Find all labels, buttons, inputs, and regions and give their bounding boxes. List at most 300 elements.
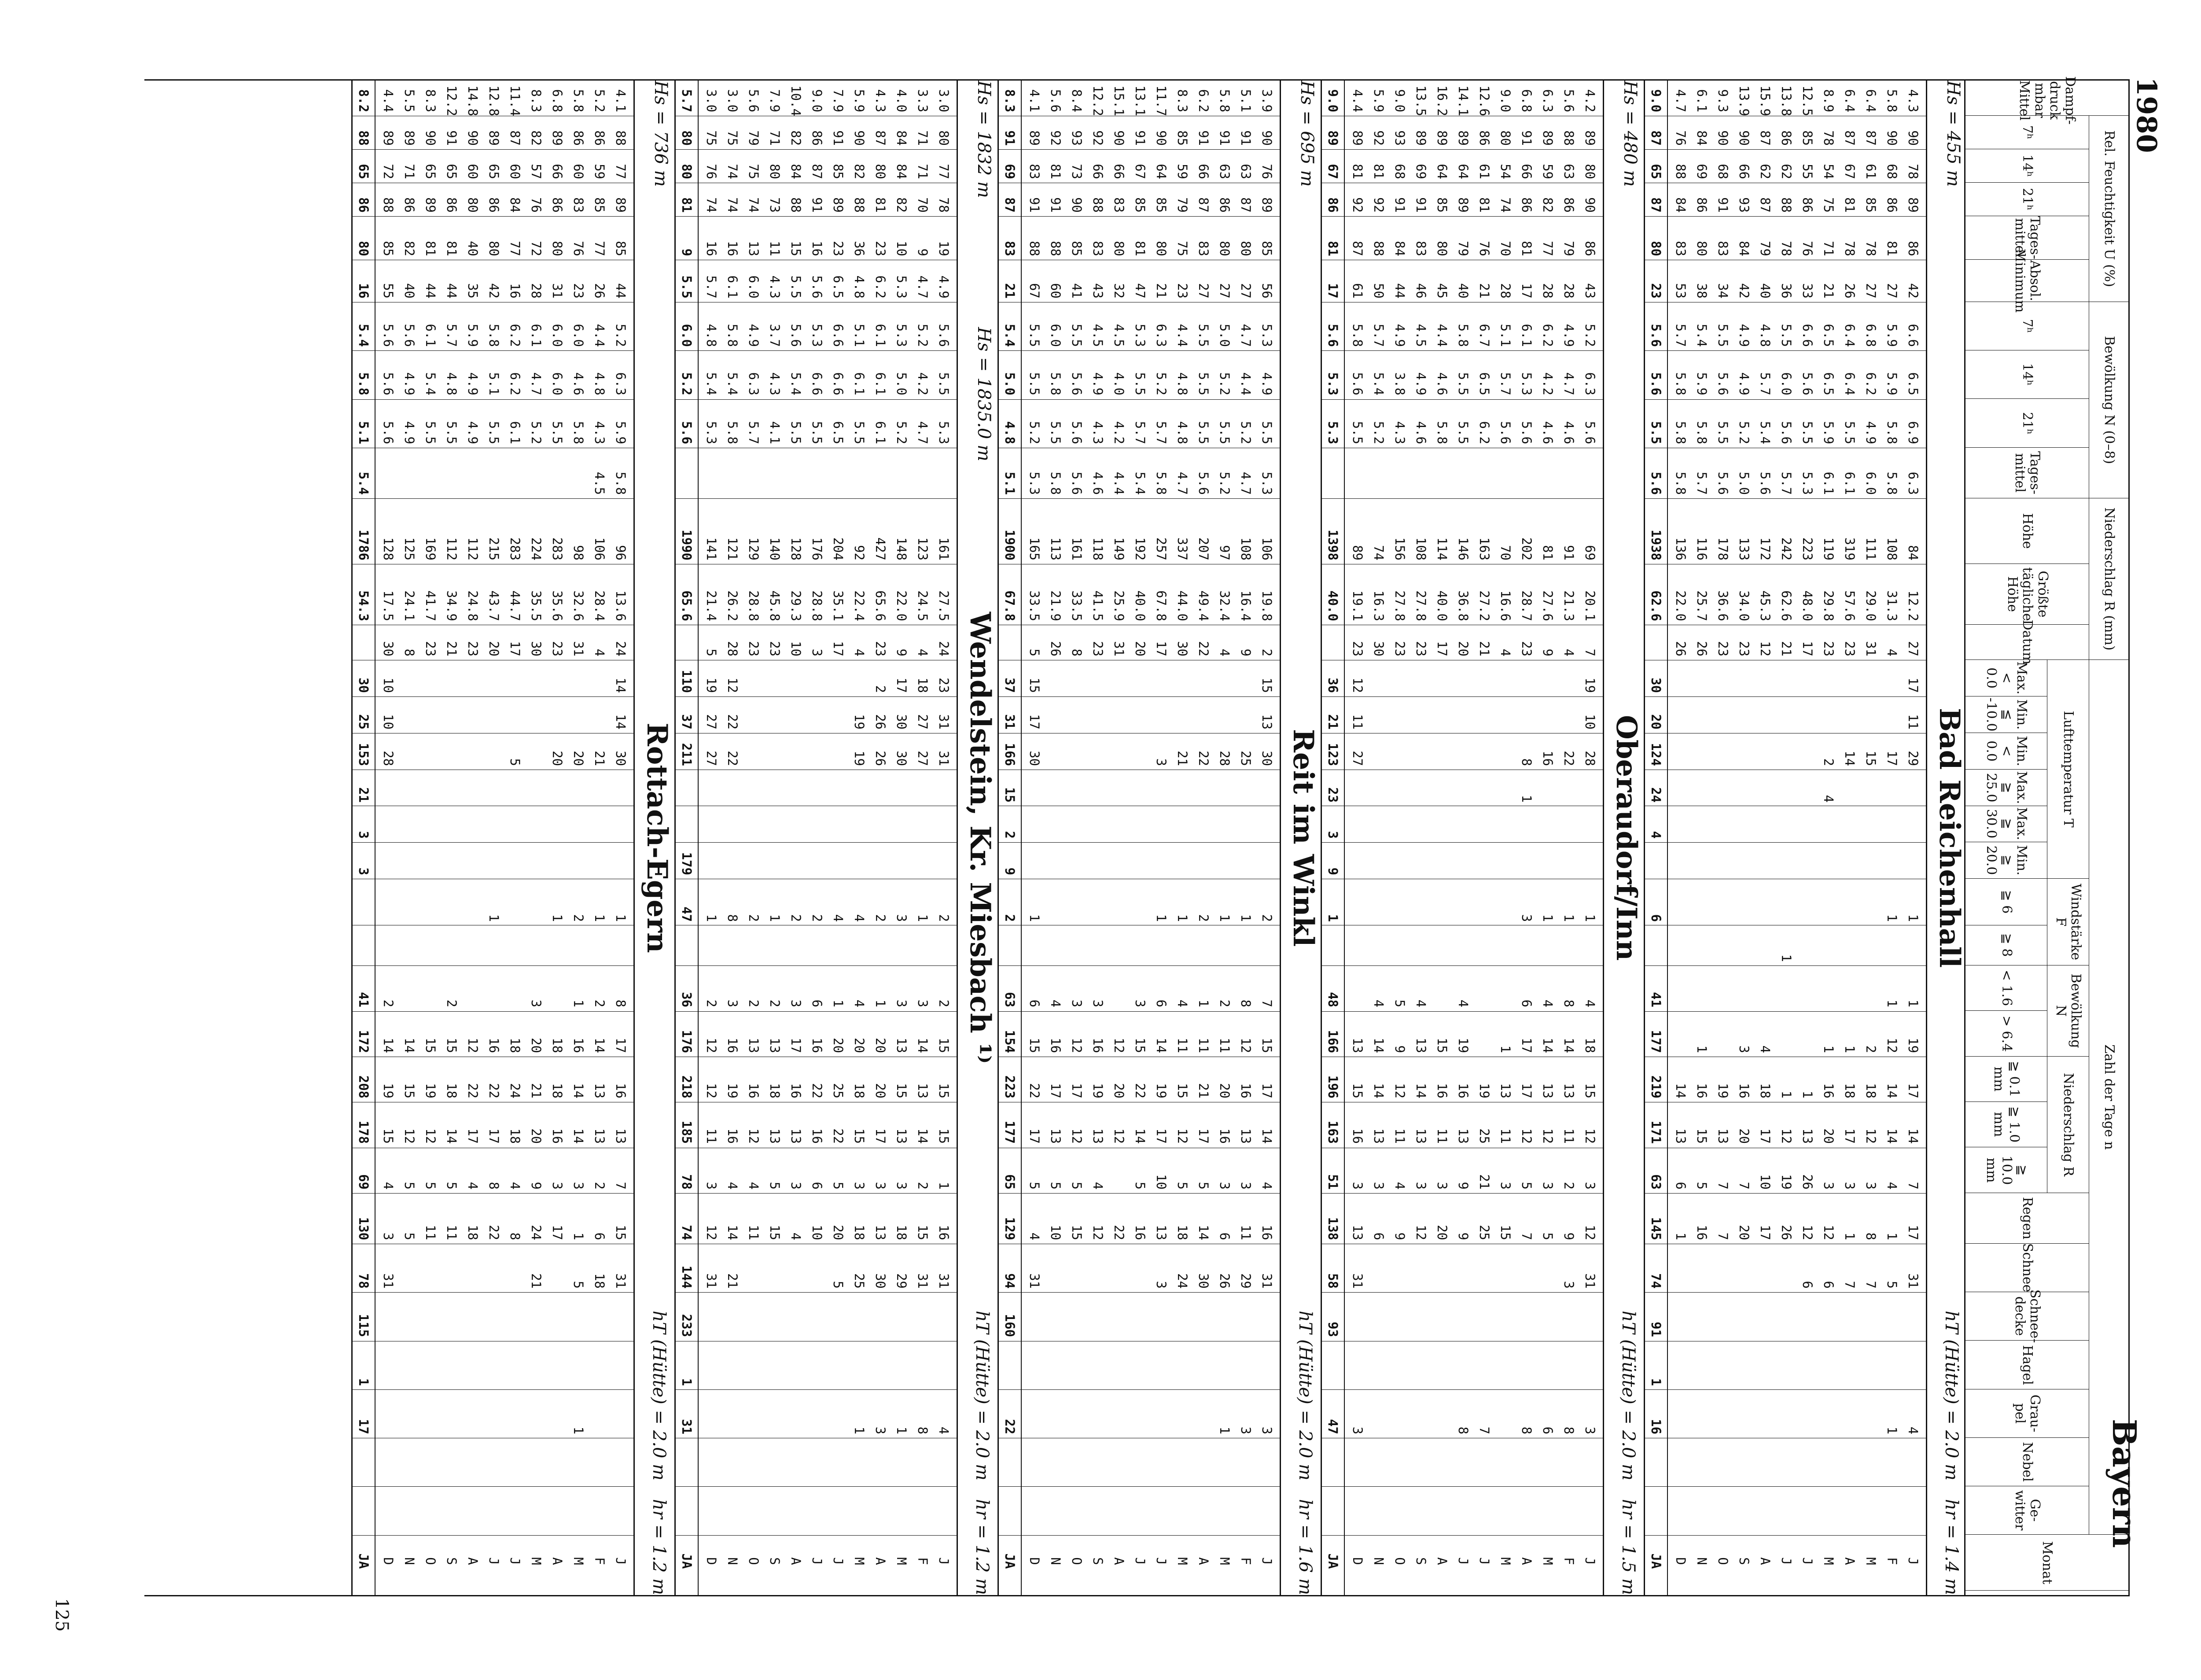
table-cell: 25 [1477,1128,1492,1144]
table-cell: 91 [1392,197,1407,213]
table-cell: O [1715,1557,1730,1565]
table-cell: 75 [746,164,761,179]
table-cell: 5.8 [1673,472,1688,495]
table-cell: 17 [1069,1083,1084,1098]
table-cell: A [550,1557,565,1565]
table-cell: 15 [1027,678,1042,693]
table-cell: 5.2 [1154,372,1169,395]
table-cell: 1 [1884,1232,1899,1240]
table-cell: 5 [1133,1182,1148,1190]
header-group-zahl-der-tage: Zahl der Tage n [2089,660,2128,1535]
month-row [1130,81,1151,1595]
table-cell: 5.6 [1519,421,1534,444]
table-cell: 31 [550,283,565,298]
table-cell: 108 [1238,537,1253,560]
table-cell: N [402,1557,417,1565]
table-cell: 87 [873,130,888,146]
table-cell: 88 [1371,241,1386,256]
table-cell: 14 [1906,1128,1921,1144]
table-cell: 3 [894,999,909,1007]
table-cell: 91 [444,130,459,146]
station-gauge-height: hr = 1.5 m [1618,1499,1638,1595]
table-cell: 23 [1649,283,1664,298]
table-cell: 17 [1842,1128,1857,1144]
station-header [635,81,674,1595]
table-cell: 4.8 [852,275,867,298]
table-cell: 16 [1133,1225,1148,1240]
table-cell: 3 [788,999,803,1007]
table-cell: 5.5 [1196,421,1211,444]
table-cell: 16 [725,241,740,256]
table-cell: 2 [444,999,459,1007]
table-cell: 80 [486,241,501,256]
table-cell: 21 [1196,1083,1211,1098]
table-cell: 5.4 [356,324,371,347]
table-cell: 5.5 [936,372,951,395]
month-row [1495,81,1516,1595]
table-cell: 63 [1649,1174,1664,1190]
table-cell: 3 [1154,758,1169,766]
table-cell: 28 [381,751,396,766]
table-cell: 3 [1350,1182,1365,1190]
table-cell: 80 [873,164,888,179]
table-cell: 112 [444,537,459,560]
table-cell: 16 [725,1038,740,1053]
table-cell: 87 [1649,197,1664,213]
table-cell: 60 [508,164,523,179]
table-cell: 23 [1737,641,1752,656]
table-cell: 81 [1884,241,1899,256]
table-cell: 22.0 [894,590,909,621]
table-cell: 6 [1371,1232,1386,1240]
header-bew_7: 7ʰ [1965,302,2089,350]
table-cell: 166 [1325,1030,1340,1053]
table-cell: 11 [1561,1128,1576,1144]
table-cell: 1990 [679,530,694,560]
table-cell: 44 [423,283,438,298]
table-cell: 5 [402,1182,417,1190]
table-cell: 12.2 [1090,85,1105,116]
table-cell: 86 [1800,197,1815,213]
table-cell: 5.6 [788,324,803,347]
table-cell: 85 [831,164,846,179]
table-cell: 4.2 [915,372,930,395]
table-cell: 14 [1540,1038,1555,1053]
table-cell: 5 [767,1182,782,1190]
table-cell: 83 [1090,241,1105,256]
table-cell: 116 [1694,537,1709,560]
table-cell: 81 [423,241,438,256]
table-cell: 1 [571,1426,586,1434]
table-cell: 5.2 [592,89,607,112]
table-cell: 4.5 [1413,324,1428,347]
table-cell: 23 [1715,641,1730,656]
table-cell: 224 [529,537,544,560]
table-cell: 58 [1325,1273,1340,1289]
table-cell: 3.0 [936,89,951,112]
table-cell: 91 [1027,197,1042,213]
table-cell: 4.3 [1090,421,1105,444]
table-cell: 114 [1435,537,1450,560]
table-cell: 37 [679,714,694,729]
table-cell: 106 [1259,537,1274,560]
table-cell: 20 [571,751,586,766]
table-cell: 1900 [1002,530,1017,560]
month-row [1151,81,1172,1595]
table-cell: 27 [1238,283,1253,298]
table-cell: 22 [725,714,740,729]
table-cell: 16 [725,1128,740,1144]
table-cell: 1 [1027,914,1042,922]
table-cell: 28 [1498,283,1513,298]
table-cell: 16 [810,1038,824,1053]
table-cell: 54 [1821,164,1836,179]
table-cell: 11 [767,241,782,256]
table-cell: 24 [1175,1273,1190,1289]
table-cell: 6.6 [831,324,846,347]
month-row [1776,81,1797,1595]
table-cell: 29.3 [788,590,803,621]
table-cell: 6.0 [550,324,565,347]
header-feucht_21: 21ʰ [1965,183,2089,216]
table-cell: 17 [873,1128,888,1144]
table-cell: 88 [381,197,396,213]
table-cell: 6.1 [873,372,888,395]
table-cell: 67.8 [1002,590,1017,621]
table-cell: 5.5 [1649,421,1664,444]
table-cell: 18 [444,1083,459,1098]
table-cell: 83 [571,197,586,213]
table-cell: J [1583,1557,1597,1565]
table-cell: 76 [1477,241,1492,256]
table-cell: 74 [725,197,740,213]
page-number: 125 [52,1598,72,1632]
table-cell: 3 [1217,1182,1232,1190]
table-cell: 40 [1456,283,1471,298]
table-cell: 9.0 [1392,89,1407,112]
table-cell: 13 [1238,1128,1253,1144]
table-cell: 5.8 [571,89,586,112]
table-cell: 3 [788,1182,803,1190]
table-cell: 11 [746,1225,761,1240]
table-cell: 13 [894,1128,909,1144]
annual-row [1646,81,1668,1595]
table-cell: 12 [704,1038,719,1053]
table-cell: 16 [1217,1128,1232,1144]
table-cell: 16 [936,1225,951,1240]
table-cell: 6.0 [550,372,565,395]
table-cell: 89 [1456,197,1471,213]
table-cell: 1 [1154,914,1169,922]
table-cell: 5 [402,1232,417,1240]
table-cell: 3 [571,1182,586,1190]
table-cell: 1 [1800,1091,1815,1098]
table-cell: 5.9 [613,421,628,444]
table-cell: 12 [1350,678,1365,693]
table-cell: 6.1 [1821,472,1836,495]
table-cell: 21 [1821,283,1836,298]
table-cell: 17 [1800,641,1815,656]
table-cell: 2 [1863,1045,1878,1053]
table-cell: 4 [1259,1182,1274,1190]
table-cell: 4.2 [1112,421,1126,444]
table-cell: 10 [810,1225,824,1240]
table-cell: 80 [936,130,951,146]
table-cell: 6.1 [725,275,740,298]
table-cell: 69 [1583,545,1597,560]
table-cell: 17 [1519,1038,1534,1053]
table-cell: 17 [1435,641,1450,656]
table-cell: 30 [356,678,371,693]
table-cell: 82 [788,130,803,146]
table-cell: 31 [1350,1273,1365,1289]
table-cell: 22 [725,751,740,766]
table-cell: 36 [852,241,867,256]
table-cell: 14 [444,1128,459,1144]
table-cell: 14 [381,1038,396,1053]
table-cell: 125 [402,537,417,560]
table-cell: 16 [1090,1038,1105,1053]
table-cell: 24 [529,1225,544,1240]
table-cell: 1 [1779,1091,1794,1098]
table-cell: 6.3 [746,372,761,395]
annual-row [353,81,375,1595]
table-cell: 3 [873,1426,888,1434]
table-cell: 68 [1392,164,1407,179]
table-cell: 18 [508,1128,523,1144]
table-cell: 12 [1112,1038,1126,1053]
table-cell: 4.9 [746,324,761,347]
table-cell: 4.6 [1090,472,1105,495]
table-cell: 5.6 [679,421,694,444]
table-cell: 5.7 [1673,324,1688,347]
month-row [722,81,743,1595]
header-group-bewoelkung-n: Bewölkung N [2047,965,2089,1057]
table-cell: 13.9 [1737,85,1752,116]
table-cell: 59 [1540,164,1555,179]
annual-row [1000,81,1022,1595]
table-cell: 2 [571,914,586,922]
table-cell: 84 [788,164,803,179]
table-cell: 4.4 [1238,372,1253,395]
table-cell: 8.3 [529,89,544,112]
table-cell: S [1737,1557,1752,1565]
station-subtitle: Hs = 1835.0 m [974,327,994,461]
table-cell: 82 [894,197,909,213]
table-cell: 4.9 [1737,324,1752,347]
table-cell: 66 [550,164,565,179]
table-cell: 6.1 [1842,472,1857,495]
table-cell: 12 [704,1225,719,1240]
table-cell: 8 [1519,1426,1534,1434]
table-cell: 24 [613,641,628,656]
table-cell: 4.0 [894,89,909,112]
table-cell: 86 [1519,197,1534,213]
table-cell: 7 [1715,1232,1730,1240]
table-cell: 11 [423,1225,438,1240]
table-cell: 123 [1325,743,1340,766]
table-cell: J [810,1557,824,1565]
table-cell: 6.1 [852,372,867,395]
table-cell: 40 [402,283,417,298]
table-cell: 15 [381,1128,396,1144]
table-cell: 4.9 [1561,324,1576,347]
table-cell: 5.1 [1238,89,1253,112]
table-cell: 5 [1694,1182,1709,1190]
table-cell: 33.5 [1069,590,1084,621]
month-row [1432,81,1453,1595]
table-cell: J [1477,1557,1492,1565]
table-cell: 6.4 [1842,324,1857,347]
table-cell: 5.1 [852,324,867,347]
table-cell: 81 [1325,241,1340,256]
table-cell: 6.4 [1842,372,1857,395]
table-cell: 25 [356,714,371,729]
table-cell: 85 [1435,197,1450,213]
table-cell: 85 [613,241,628,256]
table-cell: 93 [1737,197,1752,213]
table-cell: 90 [1583,197,1597,213]
table-cell: O [423,1557,438,1565]
table-cell: 13 [746,1038,761,1053]
table-cell: 76 [1800,241,1815,256]
table-cell: 5.8 [1217,89,1232,112]
table-cell: 62.6 [1649,590,1664,621]
table-cell: 16.4 [1238,590,1253,621]
table-cell: 5.7 [1779,472,1794,495]
table-cell: J [508,1557,523,1565]
table-cell: 7 [1906,1182,1921,1190]
table-cell: 15 [402,1083,417,1098]
table-cell: 91 [1002,130,1017,146]
table-cell: 80 [1238,241,1253,256]
table-cell: 5.4 [423,372,438,395]
table-cell: 6.3 [1540,89,1555,112]
table-cell: 25.9 [1112,590,1126,621]
table-cell: 17 [1154,1128,1169,1144]
table-cell: 8.3 [1002,89,1017,112]
table-cell: 3 [1350,1426,1365,1434]
table-cell: 1 [1884,999,1899,1007]
table-cell: 5 [1048,1182,1063,1190]
table-cell: 4.9 [1392,324,1407,347]
table-cell: 3 [1238,1426,1253,1434]
header-sym_graupel: Grau-pel [1965,1389,2089,1438]
table-cell: 4.6 [1540,421,1555,444]
table-cell: 31 [936,751,951,766]
table-cell: 15 [423,1038,438,1053]
table-cell: 14.1 [1456,85,1471,116]
table-cell: 2 [915,1182,930,1190]
table-cell: 163 [1477,537,1492,560]
table-cell: 5.8 [1884,421,1899,444]
table-cell: A [1519,1557,1534,1565]
table-cell: 9 [894,648,909,656]
table-cell: 17 [1519,283,1534,298]
table-cell: 5.9 [465,324,480,347]
header-niedn_2: ≧ 1.0 mm [1965,1102,2047,1147]
header-sym_gewitter: Ge-witter [1965,1486,2089,1535]
table-cell: 2 [1217,999,1232,1007]
table-cell: 36.6 [1715,590,1730,621]
table-cell: 10 [381,678,396,693]
table-cell: 5.5 [679,275,694,298]
table-cell: 5 [508,758,523,766]
table-cell: 85 [1069,241,1084,256]
table-cell: 172 [1758,537,1773,560]
table-cell: 85 [1259,241,1274,256]
table-cell: 22 [486,1083,501,1098]
table-cell: 9 [1540,648,1555,656]
table-cell: 51 [1325,1174,1340,1190]
table-cell: 4 [1048,999,1063,1007]
table-cell: 5.6 [1649,372,1664,395]
table-cell: 13 [1715,1128,1730,1144]
table-cell: 83 [1002,241,1017,256]
table-cell: 2 [873,685,888,693]
table-cell: 28 [1561,283,1576,298]
station-gauge-height: hr = 1.4 m [1941,1499,1962,1595]
table-cell: 6.3 [1583,372,1597,395]
table-cell: 16 [1238,1083,1253,1098]
table-cell: 23 [1392,641,1407,656]
table-cell: 85 [1175,130,1190,146]
table-cell: 15 [1027,1038,1042,1053]
table-cell: 5.2 [1217,472,1232,495]
table-cell: 44 [613,283,628,298]
table-cell: 13 [1154,1225,1169,1240]
table-cell: 5.3 [1325,372,1340,395]
table-cell: J [1779,1557,1794,1565]
table-cell: 83 [1715,241,1730,256]
station-elevation: Hs = 455 m [1943,81,1963,187]
table-cell: 26 [1779,1225,1794,1240]
table-cell: 66 [1196,164,1211,179]
table-cell: 84 [1694,130,1709,146]
table-cell: 77 [1540,241,1555,256]
table-cell: 6.1 [1519,324,1534,347]
table-cell: 7 [1519,1232,1534,1240]
table-cell: 17 [1758,1128,1773,1144]
table-cell: 14 [613,678,628,693]
table-cell: N [725,1557,740,1565]
header-nied_max: Größte tägliche Höhe [1965,564,2089,625]
table-cell: 4.9 [936,275,951,298]
table-cell: 161 [936,537,951,560]
table-cell: 4 [465,1182,480,1190]
table-cell: 24.5 [915,590,930,621]
table-cell: 28.8 [746,590,761,621]
table-cell: 1 [1779,954,1794,962]
table-cell: 16 [1435,1083,1450,1098]
table-cell: 11 [1392,1128,1407,1144]
table-cell: 19 [1090,1083,1105,1098]
table-cell: 3 [1435,1182,1450,1190]
table-cell: 6.5 [1821,372,1836,395]
table-cell: 42 [486,283,501,298]
table-cell: 1 [613,914,628,922]
table-cell: 40.0 [1325,590,1340,621]
table-cell: 5.4 [1758,421,1773,444]
table-cell: 2 [1002,831,1017,839]
table-cell: 4.5 [592,472,607,495]
table-cell: 26 [873,751,888,766]
table-cell: 15 [1350,1083,1365,1098]
table-cell: 80 [1112,241,1126,256]
table-cell: 154 [1002,1030,1017,1053]
table-cell: 21 [1477,1174,1492,1190]
table-cell: 4 [1392,1182,1407,1190]
